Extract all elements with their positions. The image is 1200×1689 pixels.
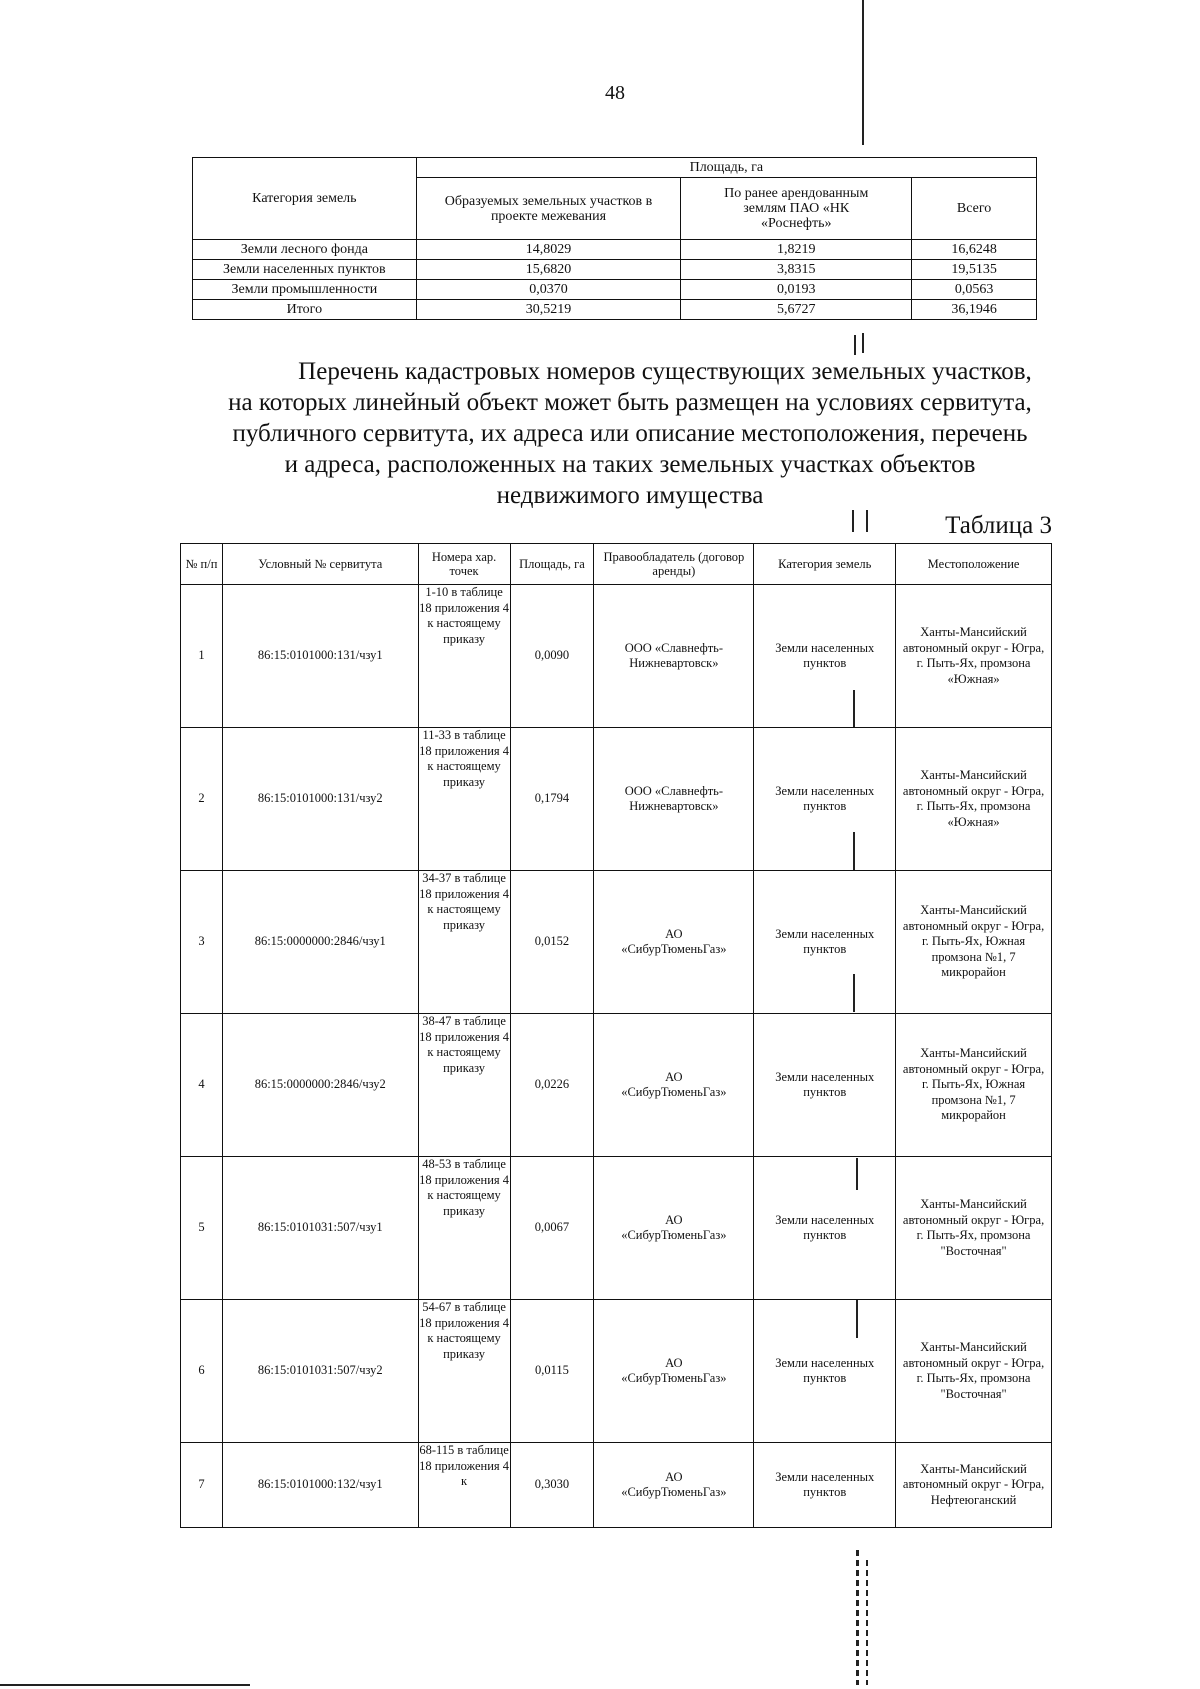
area-cell-total: 19,5135 (912, 260, 1037, 280)
cell-location: Ханты-Мансийский автономный округ - Югра, Нефтеюганский (896, 1443, 1052, 1528)
cell-category: Земли населенных пунктов (754, 585, 896, 728)
cell-num: 4 (181, 1014, 223, 1157)
cell-location: Ханты-Мансийский автономный округ - Югра, г. Пыть-Ях, Южная промзона №1, 7 микрорайон (896, 871, 1052, 1014)
table-row (181, 585, 1052, 728)
table-caption: Таблица 3 (945, 512, 1052, 539)
area-cell-new: 15,6820 (416, 260, 681, 280)
scan-artifact-line (852, 510, 854, 532)
cell-code: 86:15:0000000:2846/чзу2 (222, 1014, 418, 1157)
heading-line: на которых линейный объект может быть размещен на условиях сервитута, (228, 389, 1032, 416)
cell-category: Земли населенных пунктов (754, 871, 896, 1014)
cell-code: 86:15:0101031:507/чзу2 (222, 1300, 418, 1443)
table-row (193, 300, 1037, 320)
scan-artifact-line (0, 1684, 250, 1686)
cell-holder: АО «СибурТюменьГаз» (594, 871, 754, 1014)
cell-area: 0,0067 (510, 1157, 594, 1300)
area-cell-new: 0,0370 (416, 280, 681, 300)
scan-artifact-line (854, 335, 856, 355)
area-cell-category: Итого (193, 300, 417, 320)
area-cell-prev: 0,0193 (681, 280, 912, 300)
heading-line: Перечень кадастровых номеров существующих земельных участков, (298, 358, 1032, 385)
cell-holder: АО «СибурТюменьГаз» (594, 1443, 754, 1528)
cell-holder: ООО «Славнефть-Нижневартовск» (594, 585, 754, 728)
area-cell-new: 14,8029 (416, 240, 681, 260)
scan-artifact-line (862, 0, 864, 145)
cell-num: 2 (181, 728, 223, 871)
scan-artifact-line (862, 333, 864, 353)
area-cell-category: Земли промышленности (193, 280, 417, 300)
area-header-total: Всего (912, 178, 1037, 240)
table-row (193, 260, 1037, 280)
scan-artifact-line (866, 1560, 868, 1685)
col-header-location: Местоположение (896, 544, 1052, 585)
cell-code: 86:15:0000000:2846/чзу1 (222, 871, 418, 1014)
col-header-points: Номера хар. точек (418, 544, 510, 585)
heading-line: и адреса, расположенных на таких земельных участках объектов (284, 451, 976, 478)
table-row (181, 871, 1052, 1014)
col-header-code: Условный № сервитута (222, 544, 418, 585)
col-header-num: № п/п (181, 544, 223, 585)
cell-holder: ООО «Славнефть-Нижневартовск» (594, 728, 754, 871)
area-cell-prev: 1,8219 (681, 240, 912, 260)
cell-area: 0,1794 (510, 728, 594, 871)
cell-code: 86:15:0101000:132/чзу1 (222, 1443, 418, 1528)
area-cell-total: 36,1946 (912, 300, 1037, 320)
area-cell-category: Земли населенных пунктов (193, 260, 417, 280)
cell-points: 48-53 в таблице 18 приложения 4 к настоящему приказу (418, 1157, 510, 1300)
cell-points: 11-33 в таблице 18 приложения 4 к настоящему приказу (418, 728, 510, 871)
area-header-prev: По ранее арендованным землям ПАО «НК «Роснефть» (681, 178, 912, 240)
table-row (181, 1300, 1052, 1443)
area-cell-new: 30,5219 (416, 300, 681, 320)
cell-area: 0,0115 (510, 1300, 594, 1443)
area-cell-prev: 5,6727 (681, 300, 912, 320)
cell-points: 68-115 в таблице 18 приложения 4 к (418, 1443, 510, 1528)
cell-num: 1 (181, 585, 223, 728)
cell-code: 86:15:0101000:131/чзу1 (222, 585, 418, 728)
cell-num: 5 (181, 1157, 223, 1300)
col-header-holder: Правообладатель (договор аренды) (594, 544, 754, 585)
cell-location: Ханты-Мансийский автономный округ - Югра, г. Пыть-Ях, промзона «Южная» (896, 585, 1052, 728)
heading-line: недвижимого имущества (496, 482, 764, 509)
heading-line: публичного сервитута, их адреса или описание местоположения, перечень (232, 420, 1028, 447)
table-row (181, 1157, 1052, 1300)
area-cell-total: 16,6248 (912, 240, 1037, 260)
cell-code: 86:15:0101000:131/чзу2 (222, 728, 418, 871)
cell-points: 54-67 в таблице 18 приложения 4 к настоящему приказу (418, 1300, 510, 1443)
cell-holder: АО «СибурТюменьГаз» (594, 1157, 754, 1300)
cell-num: 7 (181, 1443, 223, 1528)
cell-points: 34-37 в таблице 18 приложения 4 к настоящему приказу (418, 871, 510, 1014)
cell-category: Земли населенных пунктов (754, 1300, 896, 1443)
area-summary-table (192, 157, 1037, 320)
table-row (181, 728, 1052, 871)
cell-code: 86:15:0101031:507/чзу1 (222, 1157, 418, 1300)
col-header-category: Категория земель (754, 544, 896, 585)
cell-points: 38-47 в таблице 18 приложения 4 к настоящему приказу (418, 1014, 510, 1157)
cell-category: Земли населенных пунктов (754, 1443, 896, 1528)
cell-category: Земли населенных пунктов (754, 1157, 896, 1300)
cell-holder: АО «СибурТюменьГаз» (594, 1014, 754, 1157)
cell-category: Земли населенных пунктов (754, 1014, 896, 1157)
cell-location: Ханты-Мансийский автономный округ - Югра, г. Пыть-Ях, промзона "Восточная" (896, 1300, 1052, 1443)
table-row (193, 240, 1037, 260)
cell-category: Земли населенных пунктов (754, 728, 896, 871)
page-number: 48 (605, 82, 625, 104)
cell-location: Ханты-Мансийский автономный округ - Югра, г. Пыть-Ях, промзона «Южная» (896, 728, 1052, 871)
cell-area: 0,0226 (510, 1014, 594, 1157)
area-header-category: Категория земель (193, 158, 417, 240)
cell-num: 3 (181, 871, 223, 1014)
easement-table (180, 543, 1052, 1528)
area-header-new: Образуемых земельных участков в проекте межевания (416, 178, 681, 240)
area-cell-category: Земли лесного фонда (193, 240, 417, 260)
cell-points: 1-10 в таблице 18 приложения 4 к настоящему приказу (418, 585, 510, 728)
scan-artifact-line (856, 1550, 859, 1685)
table-header-row (181, 544, 1052, 585)
table-row (181, 1443, 1052, 1528)
cell-location: Ханты-Мансийский автономный округ - Югра, г. Пыть-Ях, промзона "Восточная" (896, 1157, 1052, 1300)
col-header-area: Площадь, га (510, 544, 594, 585)
area-header-area: Площадь, га (416, 158, 1036, 178)
section-heading (170, 356, 1090, 511)
cell-holder: АО «СибурТюменьГаз» (594, 1300, 754, 1443)
cell-area: 0,3030 (510, 1443, 594, 1528)
scan-artifact-line (866, 510, 868, 532)
cell-num: 6 (181, 1300, 223, 1443)
cell-area: 0,0090 (510, 585, 594, 728)
area-cell-total: 0,0563 (912, 280, 1037, 300)
table-row (181, 1014, 1052, 1157)
cell-area: 0,0152 (510, 871, 594, 1014)
cell-location: Ханты-Мансийский автономный округ - Югра, г. Пыть-Ях, Южная промзона №1, 7 микрорайон (896, 1014, 1052, 1157)
table-row (193, 280, 1037, 300)
area-cell-prev: 3,8315 (681, 260, 912, 280)
